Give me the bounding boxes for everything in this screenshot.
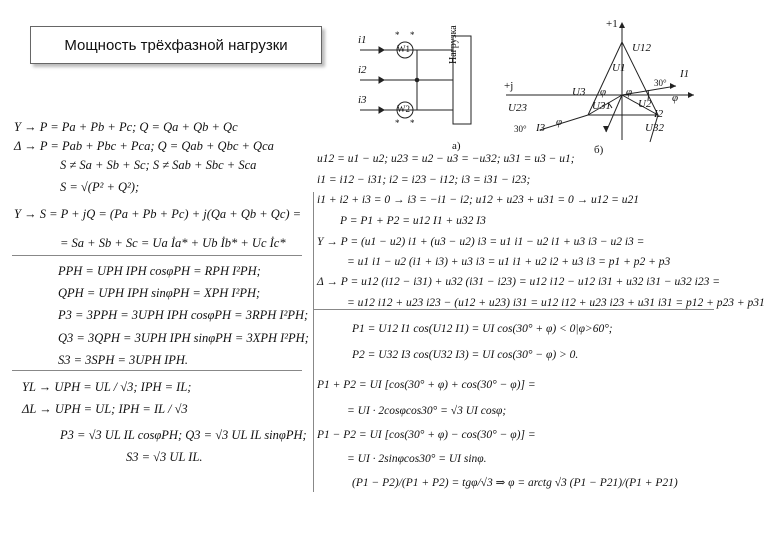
formula-line-apparent: S3 = √3 UL IL. — [126, 450, 203, 464]
formula-sum-result: = UI · 2cosφcos30° = √3 UI cosφ; — [347, 405, 507, 417]
phasor-u32: U32 — [645, 122, 664, 134]
formula-kirchhoff: i1 + i2 + i3 = 0 → i3 = −i1 − i2; u12 + u23 + u31 = 0 → u12 = u21 — [317, 194, 639, 206]
angle-phi-1: φ — [672, 92, 679, 104]
formula-two-wattmeter: P = P1 + P2 = u12 I1 + u32 I3 — [340, 215, 486, 227]
phasor-i3: I3 — [536, 122, 546, 134]
phasor-u3: U3 — [572, 86, 586, 98]
phasor-diagram — [500, 20, 700, 150]
node-mark-2: * — [410, 30, 415, 40]
wattmeter-w2: W2 — [397, 104, 410, 114]
circuit-caption: а) — [452, 140, 461, 152]
formula-delta-proof: Δ → P = u12 (i12 − i31) + u32 (i31 − i23) = u12 i12 − u12 i31 + u32 i31 − u32 i23 = — [317, 276, 720, 288]
phasor-i1: I1 — [680, 68, 690, 80]
phasor-u23: U23 — [508, 102, 527, 114]
formula-three-phase-apparent: S3 = 3SPH = 3UPH IPH. — [58, 353, 189, 367]
formula-three-phase-active: P3 = 3PPH = 3UPH IPH cosφPH = 3RPH I²PH; — [58, 308, 309, 322]
formula-line-voltages: u12 = u1 − u2; u23 = u2 − u3 = −u32; u31 = u3 − u1; — [317, 153, 575, 165]
formula-difference-result: = UI · 2sinφcos30° = UI sinφ. — [347, 453, 487, 465]
formula-phase-angle: (P1 − P2)/(P1 + P2) = tgφ/√3 ⇒ φ = arctg √3 (P1 − P21)/(P1 + P21) — [352, 477, 678, 489]
wattmeter-circuit-diagram — [355, 28, 485, 156]
phasor-u12: U12 — [632, 42, 651, 54]
angle-30-upper: 30° — [654, 78, 667, 88]
current-label-i2: i2 — [358, 64, 367, 76]
wattmeter-w1: W1 — [397, 44, 410, 54]
formula-star-proof: Y → P = (u1 − u2) i1 + (u3 − u2) i3 = u1 i1 − u2 i1 + u3 i3 − u2 i3 = — [317, 236, 645, 248]
angle-phi-4: φ — [600, 86, 607, 98]
formula-line-power: P3 = √3 UL IL cosφPH; Q3 = √3 UL IL sinφPH; — [60, 428, 307, 442]
formula-line-currents: i1 = i12 − i31; i2 = i23 − i12; i3 = i31 − i23; — [317, 174, 531, 186]
node-mark-4: * — [410, 118, 415, 128]
current-label-i1: i1 — [358, 34, 367, 46]
angle-phi-3: φ — [626, 86, 633, 98]
formula-delta-power: Δ → P = Pab + Pbc + Pca; Q = Qab + Qbc + Qca — [14, 139, 274, 153]
formula-s-magnitude: S = √(P² + Q²); — [60, 180, 140, 194]
formula-delta-proof-cont: = u12 i12 + u23 i23 − (u12 + u23) i31 = u12 i12 + u23 i23 + u31 i31 = p12 + p23 + p31 — [347, 297, 765, 309]
phasor-u31: U31 — [592, 100, 611, 112]
phasor-u1: U1 — [612, 62, 626, 74]
formula-difference: P1 − P2 = UI [cos(30° + φ) − cos(30° − φ)] = — [317, 429, 536, 441]
formula-star-proof-cont: = u1 i1 − u2 (i1 + i3) + u3 i3 = u1 i1 + u2 i2 + u3 i3 = p1 + p2 + p3 — [347, 256, 671, 268]
load-label: Нагрузка — [448, 25, 459, 64]
left-divider-1 — [12, 255, 302, 256]
formula-sum: P1 + P2 = UI [cos(30° + φ) + cos(30° − φ)] = — [317, 379, 536, 391]
formula-s-inequality: S ≠ Sa + Sb + Sc; S ≠ Sab + Sbc + Sca — [60, 158, 257, 172]
angle-phi-2: φ — [556, 116, 563, 128]
formula-wattmeter-1: P1 = U12 I1 cos(U12 I1) = UI cos(30° + φ) < 0|φ>60°; — [352, 323, 613, 335]
formula-complex-power-cont: = Sa + Sb + Sc = Ua İa* + Ub İb* + Uc İc* — [60, 236, 286, 250]
axis-plus-one: +1 — [606, 18, 618, 30]
vertical-divider — [313, 192, 314, 492]
formula-complex-power: Y → S = P + jQ = (Pa + Pb + Pc) + j(Qa + Qb + Qc) = — [14, 207, 302, 221]
node-mark-3: * — [395, 118, 400, 128]
angle-30-lower: 30° — [514, 124, 527, 134]
formula-three-phase-reactive: Q3 = 3QPH = 3UPH IPH sinφPH = 3XPH I²PH; — [58, 331, 309, 345]
formula-star-line-relations: YL → UPH = UL / √3; IPH = IL; — [22, 380, 192, 394]
formula-delta-line-relations: ΔL → UPH = UL; IPH = IL / √3 — [22, 402, 188, 416]
axis-plus-j: +j — [504, 80, 514, 92]
slide-title: Мощность трёхфазной нагрузки — [30, 26, 322, 64]
phasor-i2: I2 — [654, 108, 664, 120]
formula-phase-active: PPH = UPH IPH cosφPH = RPH I²PH; — [58, 264, 261, 278]
formula-star-power: Y → P = Pa + Pb + Pc; Q = Qa + Qb + Qc — [14, 120, 238, 134]
phasor-u2: U2 — [638, 98, 652, 110]
formula-phase-reactive: QPH = UPH IPH sinφPH = XPH I²PH; — [58, 286, 261, 300]
node-mark-1: * — [395, 30, 400, 40]
current-label-i3: i3 — [358, 94, 367, 106]
formula-wattmeter-2: P2 = U32 I3 cos(U32 I3) = UI cos(30° − φ) > 0. — [352, 349, 579, 361]
phasor-caption: б) — [594, 144, 604, 156]
left-divider-2 — [12, 370, 302, 371]
